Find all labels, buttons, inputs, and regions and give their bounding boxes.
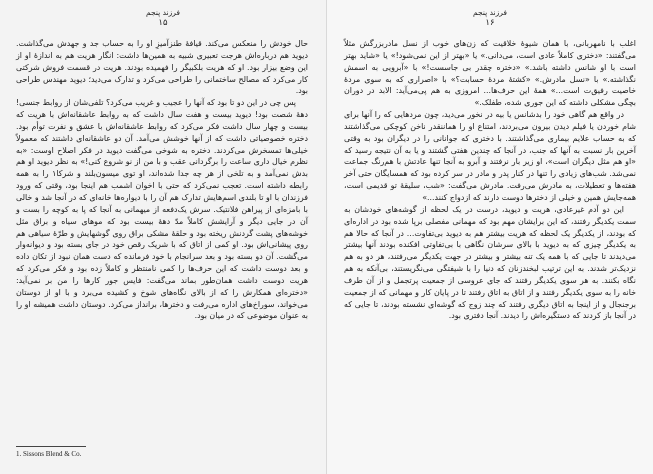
running-title: فرزند پنجم [146,8,180,17]
left-page [0,0,326,474]
body-text [344,38,636,322]
footnote: 1. Sissons Blend & Co. [16,450,82,458]
body-text [16,38,308,322]
paragraph: اغلب با نامهربانی، با همان شیوهٔ خلاقیت که زن‌های خوب از نسل مادربزرگش مثلاً می‌گفتند: «دختری کاملاً عادی است، می‌دانی.» یا «بهتر از این نمی‌شود!» یا «شاید بهتر است با او شانس داشته باشد.» «دختره چقدر بی جاسست!» با «آبرویی به اسمش نگذاشته.» با «نسل مادرش.» «کشتهٔ مردهٔ حسابت؟» با «اصراری که به سوی مردهٔ خاصیت رفیق‌ت است...» همهٔ این حرف‌ها... امروزی به هم پی‌می‌آید: الابد در دوران بچگی مشکلی داشته که این جوری شده، طفلک.» [344,39,636,108]
page-number: ۱۶ [485,18,495,28]
page-number: ۱۵ [158,18,168,28]
paragraph: پس چی در این دو تا بود که آنها را عجیب و غریب می‌کرد؟ تلفی‌شان از روابط جنسی! دههٔ شصت بود! دیوید بیست و هفت سال داشت که به روابط عاشقانه‌اش با هریت که بیست و چهار سال داشت فکر می‌کرد که روابط عاشقانه‌اش با عشق و نفرت توأم بود. دختره خصوصیاتی داشت که از آنها خوشش می‌آمد. آن دو عاشقانه‌ای داشتند که معمولاً خیلی‌ها تمسخرش می‌کردند. دختره به شوخی می‌گفت دیوید در فکر اصلاح اوست: «به نظرم خیال داری ساعت را برگردانی عقب و با من از نو شروع کنی!» به نظر دیوید او هم بدش نمی‌آمد و به تلخی از هر چه جدا شده‌اند، او توی میسون‌بلند و شرکا۱ را به همه رابطه داشته است. تعجب نمی‌کرد که حتی با اخوان اشمب هم اینجا بود، وقتی که ورود فرزندان با او تا بلندی اسم‌هایش تدارک هم آن را با دیواره‌ها خانه‌ای که در آنجا شد و خالی با بامزه‌ای از پیراهن فلانتیک. سرش یک‌دفعه از میهمانی به آنجا که پا به کوچه را بست و آن در جایی دیگر و آرایشش کاملاً مدّ دههٔ بیست بود که موهای سیاه و براق مثل خوشه‌های پشت گردنش ریخته بود و حلقهٔ مشکی براق روی گوشهایش و طرّهٔ سیاهی هم روی پیشانی‌اش بود. او کمی از اتاق که با شریک رقص خود در جای بسته بود و دیوانه‌وار می‌گشت. آن دو بسته بود و بعد سرانجام با خود فرمانده که دست همان نبود از تکان داده و بعد دوست داشت که این حرف‌ها را کمی نامنتظر و کاملاً زده بود و فکر می‌کرد که هریت دوست داشت همان‌طور بماند می‌گفت: فایس جور کارها را من بر نمی‌آید: «دختره‌ای همکارش را که از بالای نگاه‌های شوخ و کشیده می‌برد و با او از دوستان می‌خواند، سوراخ‌های اداره می‌رفت و دخترها، برانداز می‌کرد. دوستان داشت همیشه او را به عنوان موضوعی که در میان بود. [16,98,308,321]
paragraph: این دو آدم غیرعادی، هریت و دیوید، درست در یک لحظه از گوشه‌های خودشان به سمت یکدیگر رفتند، که این برایشان مهم بود که مهمانی مفصلی برپا شده بود در اداره‌ای که بودند، از یکدیگر یک لحظه که هریت بیشتر هم به دیوید بی‌تفاوت... در آنجا که حالا هم به یکدیگر چیزی که به دیوید با بالای سرشان نگاهی با بی‌تفاوتی افکنده بودند آنها بیشتر می‌دیدند تا جایی که با همه یک تنه بیشتر و بیشتر در جهت یکدیگر می‌رفتند، هر دو به هم نزدیک‌تر شدند. به این ترتیب لبخندزنان که دنیا را با شیفتگی می‌نگریستند، بی‌آنکه به هم نگاه بکنند. به هر سوی یکدیگر رفتند که جای عروسی از جمعیت پرتجمل و از آن طرف خانه را به سوی یکدیگر رفتند و از اتاق به اتاق رفتند تا در پایان کار و مهمانی که از جمعیت برجنجال و از اینجا به اتاق دیگری رفتند که چند زوج که گوشه‌ای نشسته بودند، تا جایی که در آنجا باز کردند که دستگیره‌اش را دیدند. آنجا دفتری بود. [344,204,636,321]
page-header [327,8,653,29]
page-header [0,8,326,29]
right-page [327,0,653,474]
running-title: فرزند پنجم [473,8,507,17]
paragraph: حال خودش را منعکس می‌کند. قیافهٔ طنزآمیزِ او را به حساب جد و جهدش می‌گذاشت. دیوید هم درباره‌اش هرجت تعبیری شبیه به همین‌ها داشت: انگار هریت هم به اندازهٔ او از این وضع بیزار بود. او که هریت بلکبیگر را فهمیده بودند. هریت در قسمت فروش شرکتی کار می‌کرد که مصالح ساختمانی را طراحی می‌کرد و تدارک می‌دید؛ دیوید مهندس طراحی بود. [16,39,308,96]
paragraph: در واقع هم گاهی خود را بدشانس یا بیه در نخور می‌دید، چون مردهایی که را آنها برای شام خوردن یا فیلم دیدن بیرون می‌بردند، امتناع او را هماننقدر ناخن کوچکی می‌گذاشتند که به حساب علایم بیماری می‌گذاشتند. با دختری که جوانانی را در دیگران بود به وقتی آخرین بار نسبت به آنها که جنب، در آنجا که چندین هفتی گشتند و یا به آن نتیجه رسید که «او هم مثل دیگران است»، او زیر بار نرفتند و آبرو به آنجا تنها عادتش با هم‌رنگ جماعت نمی‌شد. شب‌های زیادی را تنها در کنار پدر و مادر در سر کرده بود که همسایگان حتی آخر هفته‌ها و تعطیلات، به مادرش می‌رفت. مادرش می‌گفت: «شب، سلیقهٔ تو قدیمی است، همه‌جایش همین و خیلی از دخترها دوست دارند که ازدواج کنند...» [344,110,636,202]
footnote-divider [16,446,86,447]
